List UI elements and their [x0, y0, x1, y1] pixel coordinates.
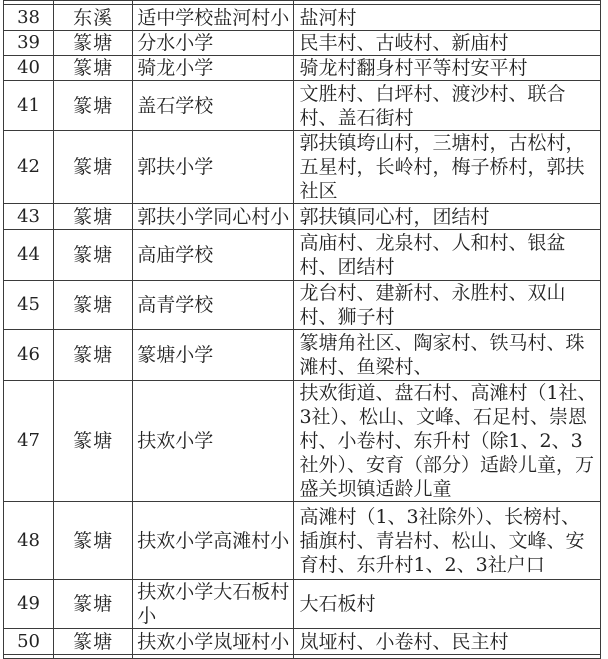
villages-cell: 骑龙村翻身村平等村安平村	[294, 56, 601, 81]
town-cell: 篆塘	[54, 330, 133, 381]
row-number-cell	[4, 655, 54, 659]
villages-cell: 郭扶镇垮山村，三塘村，古松村，五星村，长岭村，梅子桥村，郭扶社区	[294, 131, 601, 204]
villages-cell: 高滩村（1、3社除外）、长榜村、插旗村、青岩村、松山、文峰、安育村、东升村1、2、3社户口	[294, 502, 601, 580]
school-cell: 扶欢小学岚垭村小	[133, 629, 294, 655]
row-number-cell: 49	[4, 580, 54, 629]
town-cell: 篆塘	[54, 81, 133, 131]
villages-cell: 扶欢街道、盘石村、高滩村（1社、3社）、松山、文峰、石足村、崇恩村、小卷村、东升村（除1、2、3社外）、安育（部分）适龄儿童，万盛关坝镇适龄儿童	[294, 381, 601, 502]
villages-cell: 民丰村、古岐村、新庙村	[294, 31, 601, 56]
town-cell: 篆塘	[54, 204, 133, 230]
table-row	[4, 330, 601, 381]
town-cell: 篆塘	[54, 502, 133, 580]
school-cell: 郭扶小学	[133, 131, 294, 204]
villages-cell: 盐河村	[294, 5, 601, 31]
school-cell: 扶欢小学	[133, 381, 294, 502]
table-row	[4, 56, 601, 81]
row-number-cell: 44	[4, 230, 54, 281]
row-number-cell: 43	[4, 204, 54, 230]
row-number-cell: 48	[4, 502, 54, 580]
villages-cell: 大石板村	[294, 580, 601, 629]
villages-cell: 龙台村、建新村、永胜村、双山村、狮子村	[294, 281, 601, 330]
school-districts-table	[3, 0, 601, 659]
table-row	[4, 204, 601, 230]
row-number-cell: 47	[4, 381, 54, 502]
table-body	[4, 1, 601, 659]
table-row	[4, 230, 601, 281]
villages-cell: 篆塘角社区、陶家村、铁马村、珠滩村、鱼梁村、	[294, 330, 601, 381]
row-number-cell: 38	[4, 5, 54, 31]
table-row	[4, 5, 601, 31]
school-cell: 骑龙小学	[133, 56, 294, 81]
town-cell: 篆塘	[54, 31, 133, 56]
town-cell: 篆塘	[54, 131, 133, 204]
town-cell: 篆塘	[54, 56, 133, 81]
row-number-cell: 45	[4, 281, 54, 330]
villages-cell: 郭扶镇同心村，团结村	[294, 204, 601, 230]
table-row	[4, 81, 601, 131]
table-row	[4, 580, 601, 629]
school-cell: 扶欢小学高滩村小	[133, 502, 294, 580]
table-row	[4, 131, 601, 204]
school-cell	[133, 655, 294, 659]
table-row	[4, 502, 601, 580]
villages-cell: 文胜村、白坪村、渡沙村、联合村、盖石街村	[294, 81, 601, 131]
town-cell	[54, 655, 133, 659]
partial-row-bottom	[4, 655, 601, 659]
school-cell: 高庙学校	[133, 230, 294, 281]
row-number-cell: 42	[4, 131, 54, 204]
school-cell: 盖石学校	[133, 81, 294, 131]
town-cell: 篆塘	[54, 230, 133, 281]
row-number-cell: 50	[4, 629, 54, 655]
row-number-cell: 46	[4, 330, 54, 381]
table-row	[4, 31, 601, 56]
school-cell: 适中学校盐河村小	[133, 5, 294, 31]
town-cell: 篆塘	[54, 381, 133, 502]
table-row	[4, 629, 601, 655]
school-cell: 分水小学	[133, 31, 294, 56]
town-cell: 篆塘	[54, 580, 133, 629]
row-number-cell: 40	[4, 56, 54, 81]
town-cell: 篆塘	[54, 281, 133, 330]
school-cell: 郭扶小学同心村小	[133, 204, 294, 230]
school-cell: 高青学校	[133, 281, 294, 330]
table-row	[4, 381, 601, 502]
villages-cell	[294, 655, 601, 659]
row-number-cell: 39	[4, 31, 54, 56]
row-number-cell: 41	[4, 81, 54, 131]
villages-cell: 高庙村、龙泉村、人和村、银盆村、团结村	[294, 230, 601, 281]
villages-cell: 岚垭村、小卷村、民主村	[294, 629, 601, 655]
school-cell: 篆塘小学	[133, 330, 294, 381]
town-cell: 东溪	[54, 5, 133, 31]
school-cell: 扶欢小学大石板村小	[133, 580, 294, 629]
town-cell: 篆塘	[54, 629, 133, 655]
table-row	[4, 281, 601, 330]
